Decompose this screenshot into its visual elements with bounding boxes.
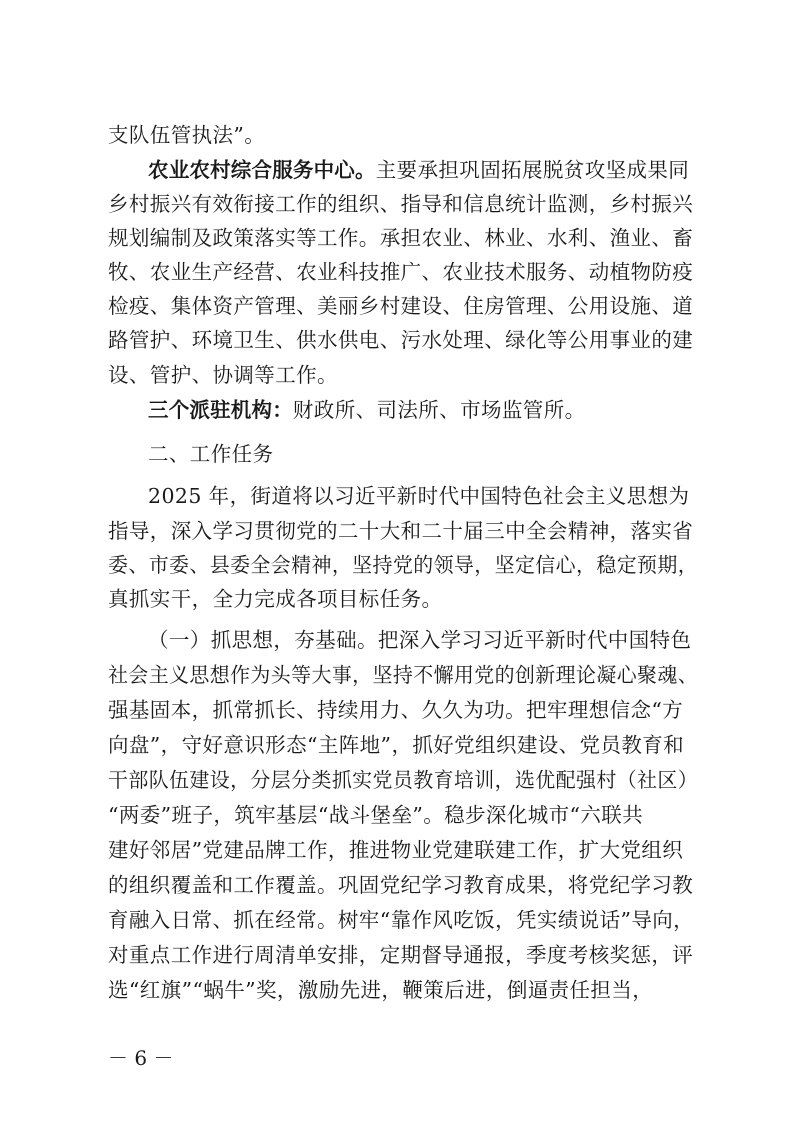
line-text: 路管护、环境卫生、供水供电、污水处理、绿化等公用事业的建: [108, 328, 694, 352]
line-text: 的组织覆盖和工作覆盖。巩固党纪学习教育成果，将党纪学习教: [108, 873, 694, 897]
text-line: [108, 552, 699, 578]
text-line: [108, 293, 698, 319]
text-line: [108, 586, 698, 612]
line-text: 财政所、司法所、市场监管所。: [292, 398, 586, 422]
text-line: [108, 767, 699, 793]
text-line: [108, 802, 698, 828]
text-line: [148, 627, 698, 653]
line-text: 规划编制及政策落实等工作。承担农业、林业、水利、渔业、畜: [108, 226, 694, 250]
line-text: 指导，深入学习贯彻党的二十大和二十届三中全会精神，落实省: [108, 519, 694, 543]
text-line: [108, 225, 698, 251]
text-line: [108, 977, 698, 1003]
text-line: [108, 732, 698, 758]
section-lead-agri-center: 农业农村综合服务中心。: [148, 158, 376, 182]
text-line: [108, 327, 698, 353]
text-line: [108, 122, 698, 148]
page-number: － 6 －: [108, 1046, 174, 1070]
line-text: 2025 年，街道将以习近平新时代中国特色社会主义思想为: [148, 484, 690, 508]
line-text: 干部队伍建设，分层分类抓实党员教育培训，选优配强村（社区）: [108, 768, 699, 792]
line-text: “两委”班子，筑牢基层“战斗堡垒”。稳步深化城市“六联共: [108, 803, 644, 827]
line-text: 育融入日常、抓在经常。树牢“靠作风吃饭，凭实绩说话”导向，: [108, 908, 695, 932]
line-text: 选“红旗”“蜗牛”奖，激励先进，鞭策后进，倒逼责任担当，: [108, 978, 654, 1002]
text-line: [108, 259, 698, 285]
text-line: [108, 662, 699, 688]
line-text: 乡村振兴有效衔接工作的组织、指导和信息统计监测，乡村振兴: [108, 192, 694, 216]
text-line: [108, 907, 698, 933]
text-line: [108, 518, 698, 544]
paragraph-three-agencies: [148, 397, 698, 423]
line-text: 设、管护、协调等工作。: [108, 363, 338, 387]
line-text: 强基固本，抓常抓长、持续用力、久久为功。把牢理想信念“方: [108, 698, 684, 722]
section-lead-three-agencies: 三个派驻机构：: [148, 398, 293, 422]
text-line: [148, 483, 698, 509]
line-text: 检疫、集体资产管理、美丽乡村建设、住房管理、公用设施、道: [108, 294, 694, 318]
line-text: 社会主义思想作为头等大事，坚持不懈用党的创新理论凝心聚魂、: [108, 663, 699, 687]
paragraph-agri-center: [148, 157, 698, 183]
heading-text: 二、工作任务: [148, 442, 274, 466]
line-text: 对重点工作进行周清单安排，定期督导通报，季度考核奖惩，评: [108, 943, 694, 967]
line-text: 支队伍管执法”。: [108, 123, 266, 147]
line-text: 建好邻居”党建品牌工作，推进物业党建联建工作，扩大党组织: [108, 838, 684, 862]
line-text: （一）抓思想，夯基础。把深入学习习近平新时代中国特色: [148, 628, 692, 652]
line-text: 真抓实干，全力完成各项目标任务。: [108, 587, 443, 611]
text-line: [108, 191, 698, 217]
text-line: [108, 837, 698, 863]
line-text: 牧、农业生产经营、农业科技推广、农业技术服务、动植物防疫: [108, 260, 694, 284]
line-text: 主要承担巩固拓展脱贫攻坚成果同: [375, 158, 690, 182]
text-line: [108, 362, 698, 388]
text-line: [108, 697, 698, 723]
section-heading-work-tasks: [148, 441, 698, 467]
line-text: 向盘”，守好意识形态“主阵地”，抓好党组织建设、党员教育和: [108, 733, 685, 757]
line-text: 委、市委、县委全会精神，坚持党的领导，坚定信心，稳定预期，: [108, 553, 699, 577]
text-line: [108, 872, 698, 898]
text-line: [108, 942, 698, 968]
